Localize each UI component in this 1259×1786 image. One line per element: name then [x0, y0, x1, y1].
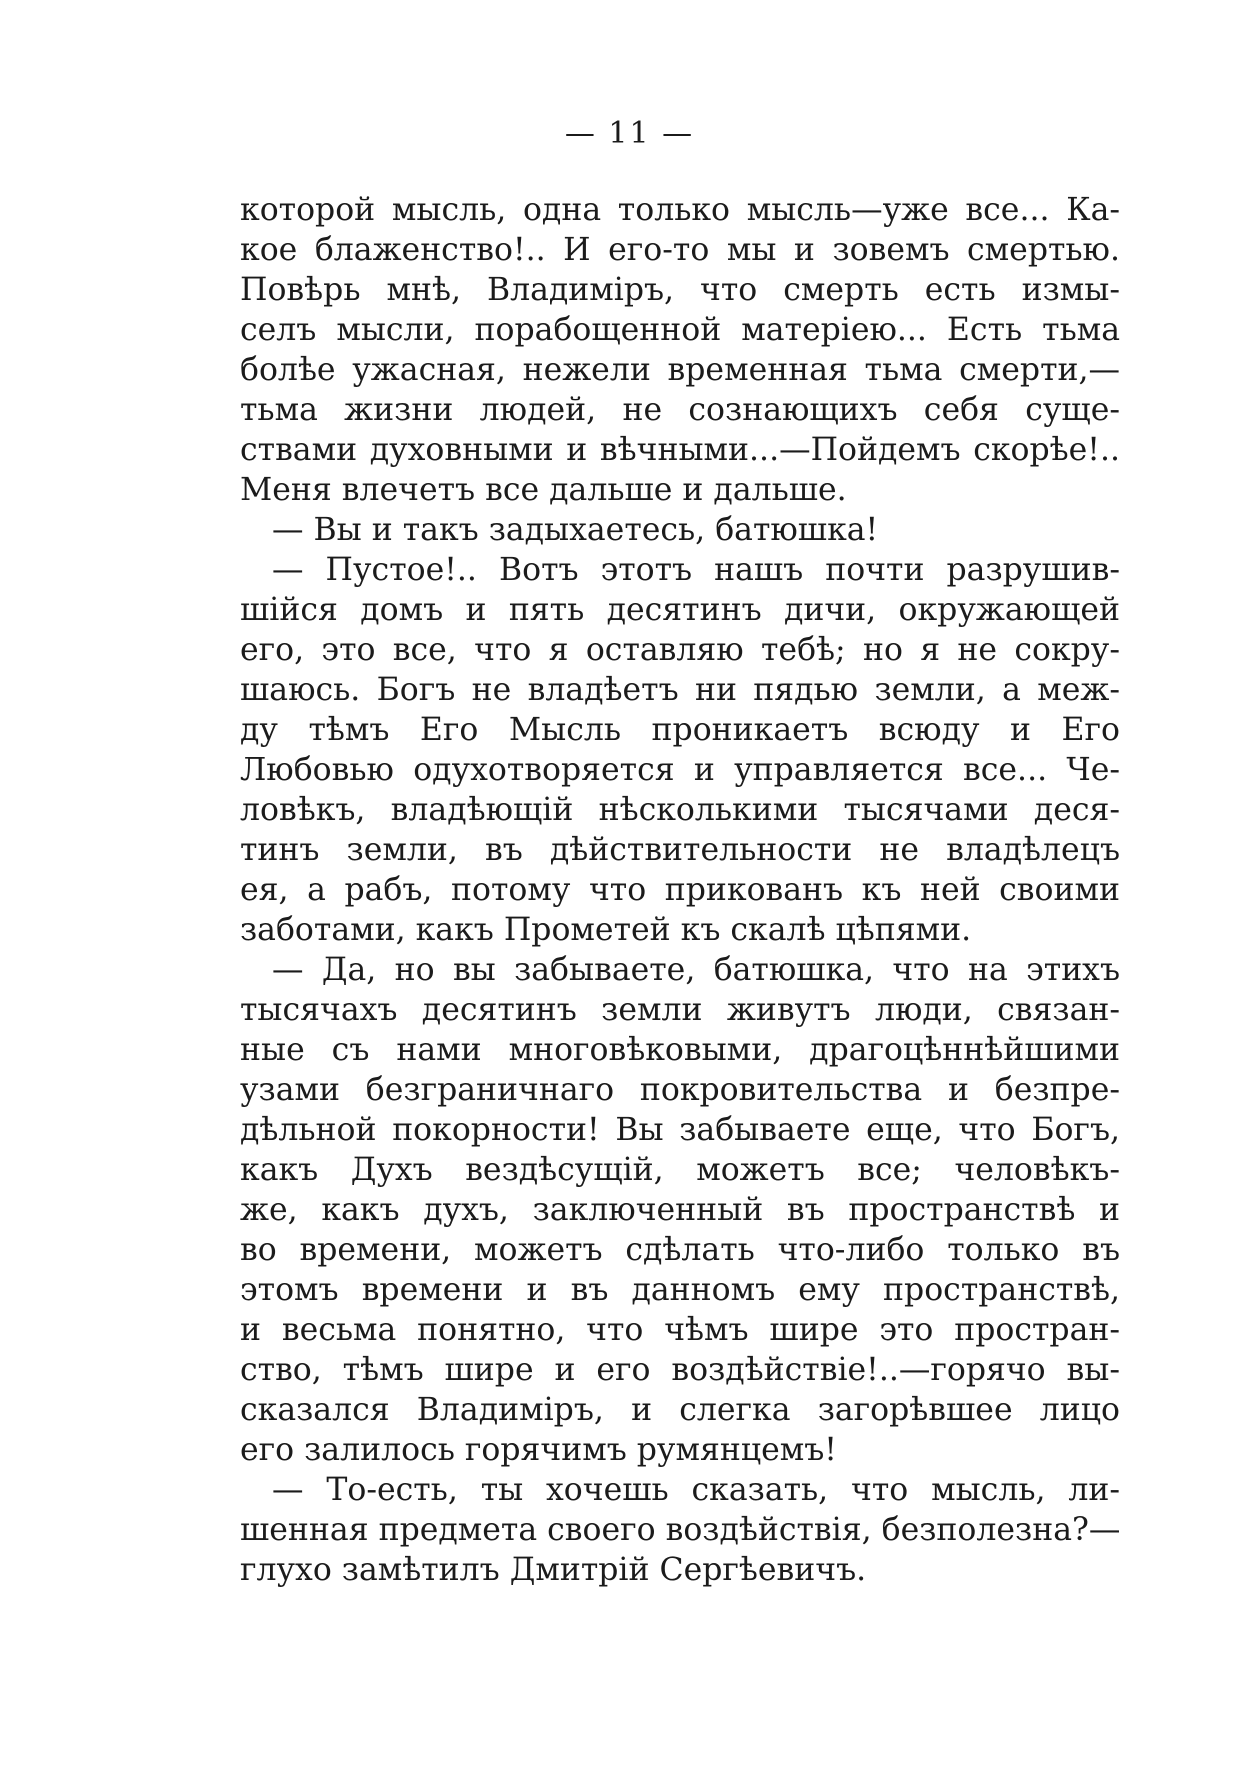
text-line: шійся домъ и пять десятинъ дичи, окружающей [240, 592, 1120, 628]
text-line: дѣльной покорности! Вы забываете еще, что Богъ, [240, 1112, 1120, 1148]
text-line: шенная предмета своего воздѣйствія, безполезна?— [240, 1512, 1121, 1548]
text-line: во времени, можетъ сдѣлать что-либо только въ [240, 1232, 1120, 1268]
text-line: тьма жизни людей, не сознающихъ себя суще- [240, 392, 1120, 428]
text-line: тысячахъ десятинъ земли живутъ люди, связан- [240, 992, 1120, 1028]
text-line: и весьма понятно, что чѣмъ шире это простран- [240, 1312, 1120, 1348]
text-line: тинъ земли, въ дѣйствительности не владѣлецъ [240, 832, 1120, 868]
page-number: — 11 — [564, 116, 695, 151]
text-line: ные съ нами многовѣковыми, драгоцѣннѣйшими [240, 1032, 1120, 1068]
text-line: ловѣкъ, владѣющій нѣсколькими тысячами деся- [240, 792, 1120, 828]
text-line: шаюсь. Богъ не владѣетъ ни пядью земли, а меж- [240, 672, 1120, 708]
text-line: селъ мысли, порабощенной матеріею... Есть тьма [240, 312, 1120, 348]
text-line: Меня влечетъ все дальше и дальше. [240, 472, 847, 508]
text-line: ство, тѣмъ шире и его воздѣйствіе!..—горячо вы- [240, 1352, 1120, 1388]
text-line: болѣе ужасная, нежели временная тьма смерти,— [240, 352, 1120, 388]
text-line: ствами духовными и вѣчными...—Пойдемъ скорѣе!.. [240, 432, 1120, 468]
text-line: которой мысль, одна только мысль—уже все... Ка- [240, 192, 1120, 228]
text-line: ея, а рабъ, потому что прикованъ къ ней своими [240, 872, 1120, 908]
text-line: этомъ времени и въ данномъ ему пространствѣ, [240, 1272, 1120, 1308]
text-line: — Вы и такъ задыхаетесь, батюшка! [272, 512, 879, 548]
text-line: — То-есть, ты хочешь сказать, что мысль, ли- [272, 1472, 1120, 1508]
text-line: узами безграничнаго покровительства и безпре- [240, 1072, 1120, 1108]
text-line: Повѣрь мнѣ, Владиміръ, что смерть есть измы- [240, 272, 1120, 308]
text-line: Любовью одухотворяется и управляется все... Че- [240, 752, 1120, 788]
text-line: сказался Владиміръ, и слегка загорѣвшее лицо [240, 1392, 1120, 1428]
text-line: — Пустое!.. Вотъ этотъ нашъ почти разрушив- [272, 552, 1120, 588]
text-line: его, это все, что я оставляю тебѣ; но я не сокру- [240, 632, 1120, 668]
text-line: кое блаженство!.. И его-то мы и зовемъ смертью. [240, 232, 1120, 268]
text-line: же, какъ духъ, заключенный въ пространствѣ и [240, 1192, 1120, 1228]
text-line: заботами, какъ Прометей къ скалѣ цѣпями. [240, 912, 972, 948]
body-text [240, 190, 1120, 1590]
text-line: ду тѣмъ Его Мысль проникаетъ всюду и Его [240, 712, 1120, 748]
text-line: какъ Духъ вездѣсущій, можетъ все; человѣкъ- [240, 1152, 1120, 1188]
text-line: глухо замѣтилъ Дмитрій Сергѣевичъ. [240, 1552, 867, 1588]
text-line: его залилось горячимъ румянцемъ! [240, 1432, 837, 1468]
text-line: — Да, но вы забываете, батюшка, что на этихъ [272, 952, 1120, 988]
